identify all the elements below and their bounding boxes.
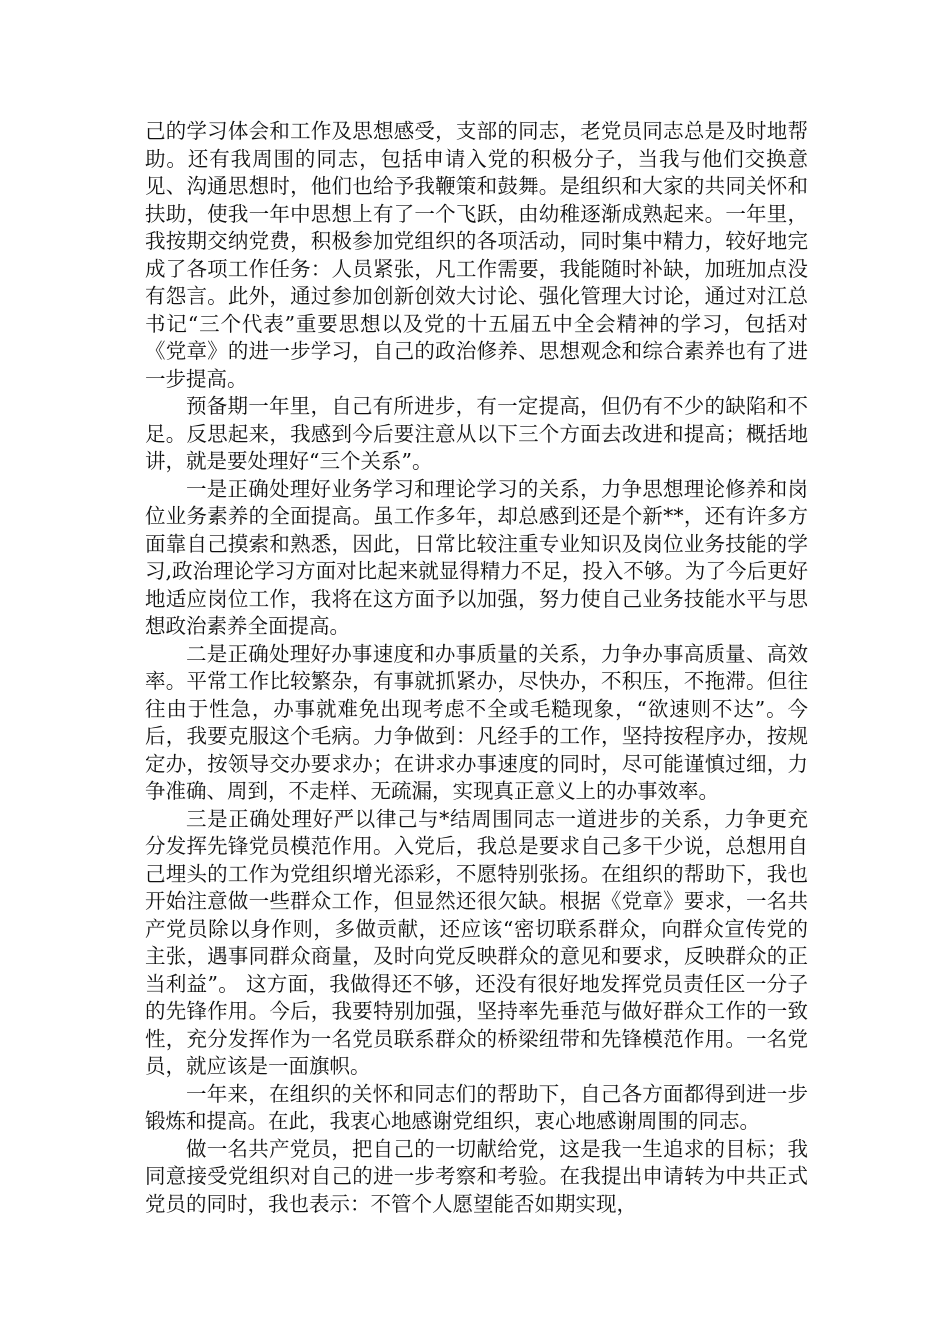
paragraph-point-one: 一是正确处理好业务学习和理论学习的关系，力争思想理论修养和岗位业务素养的全面提高。虽工作多年，却总感到还是个新**，还有许多方面靠自己摸索和熟悉，因此，日常比较注重专业知识及岗位业务技能的学习,政治理论学习方面对比起来就显得精力不足，投入不够。为了今后更好地适应岗位工作，我将在这方面予以加强，努力使自己业务技能水平与思想政治素养全面提高。 [145,476,808,638]
document-body [145,118,808,1218]
paragraph-closing: 做一名共产党员，把自己的一切献给党，这是我一生追求的目标；我同意接受党组织对自己的进一步考察和考验。在我提出申请转为中共正式党员的同时，我也表示：不管个人愿望能否如期实现， [145,1136,808,1216]
paragraph-point-three: 三是正确处理好严以律己与*结周围同志一道进步的关系，力争更充分发挥先锋党员模范作用。入党后，我总是要求自己多干少说，总想用自己埋头的工作为党组织增光添彩，不愿特别张扬。在组织的帮助下，我也开始注意做一些群众工作，但显然还很欠缺。根据《党章》要求，一名共产党员除以身作则，多做贡献，还应该“密切联系群众，向群众宣传党的主张，遇事同群众商量，及时向党反映群众的意见和要求，反映群众的正当利益”。 这方面，我做得还不够，还没有很好地发挥党员责任区一分子的先锋作用。今后，我要特别加强，坚持率先垂范与做好群众工作的一致性，充分发挥作为一名党员联系群众的桥梁纽带和先锋模范作用。一名党员，就应该是一面旗帜。 [145,806,808,1078]
paragraph-self-reflection: 预备期一年里，自己有所进步，有一定提高，但仍有不少的缺陷和不足。反思起来，我感到今后要注意从以下三个方面去改进和提高；概括地讲，就是要处理好“三个关系”。 [145,394,808,473]
paragraph-continuation: 己的学习体会和工作及思想感受，支部的同志，老党员同志总是及时地帮助。还有我周围的同志，包括申请入党的积极分子，当我与他们交换意见、沟通思想时，他们也给予我鞭策和鼓舞。是组织和大家的共同关怀和扶助，使我一年中思想上有了一个飞跃，由幼稚逐渐成熟起来。一年里，我按期交纳党费，积极参加党组织的各项活动，同时集中精力，较好地完成了各项工作任务：人员紧张，凡工作需要，我能随时补缺，加班加点没有怨言。此外，通过参加创新创效大讨论、强化管理大讨论，通过对江总书记“三个代表”重要思想以及党的十五届五中全会精神的学习，包括对《党章》的进一步学习，自己的政治修养、思想观念和综合素养也有了进一步提高。 [145,119,808,391]
paragraph-thanks: 一年来，在组织的关怀和同志们的帮助下，自己各方面都得到进一步锻炼和提高。在此，我衷心地感谢党组织，衷心地感谢周围的同志。 [145,1081,808,1133]
paragraph-point-two: 二是正确处理好办事速度和办事质量的关系，力争办事高质量、高效率。平常工作比较繁杂，有事就抓紧办，尽快办，不积压，不拖滞。但往往由于性急，办事就难免出现考虑不全或毛糙现象，“欲速则不达”。今后，我要克服这个毛病。力争做到：凡经手的工作，坚持按程序办，按规定办，按领导交办要求办；在讲求办事速度的同时，尽可能谨慎过细，力争准确、周到，不走样、无疏漏，实现真正意义上的办事效率。 [145,641,808,803]
